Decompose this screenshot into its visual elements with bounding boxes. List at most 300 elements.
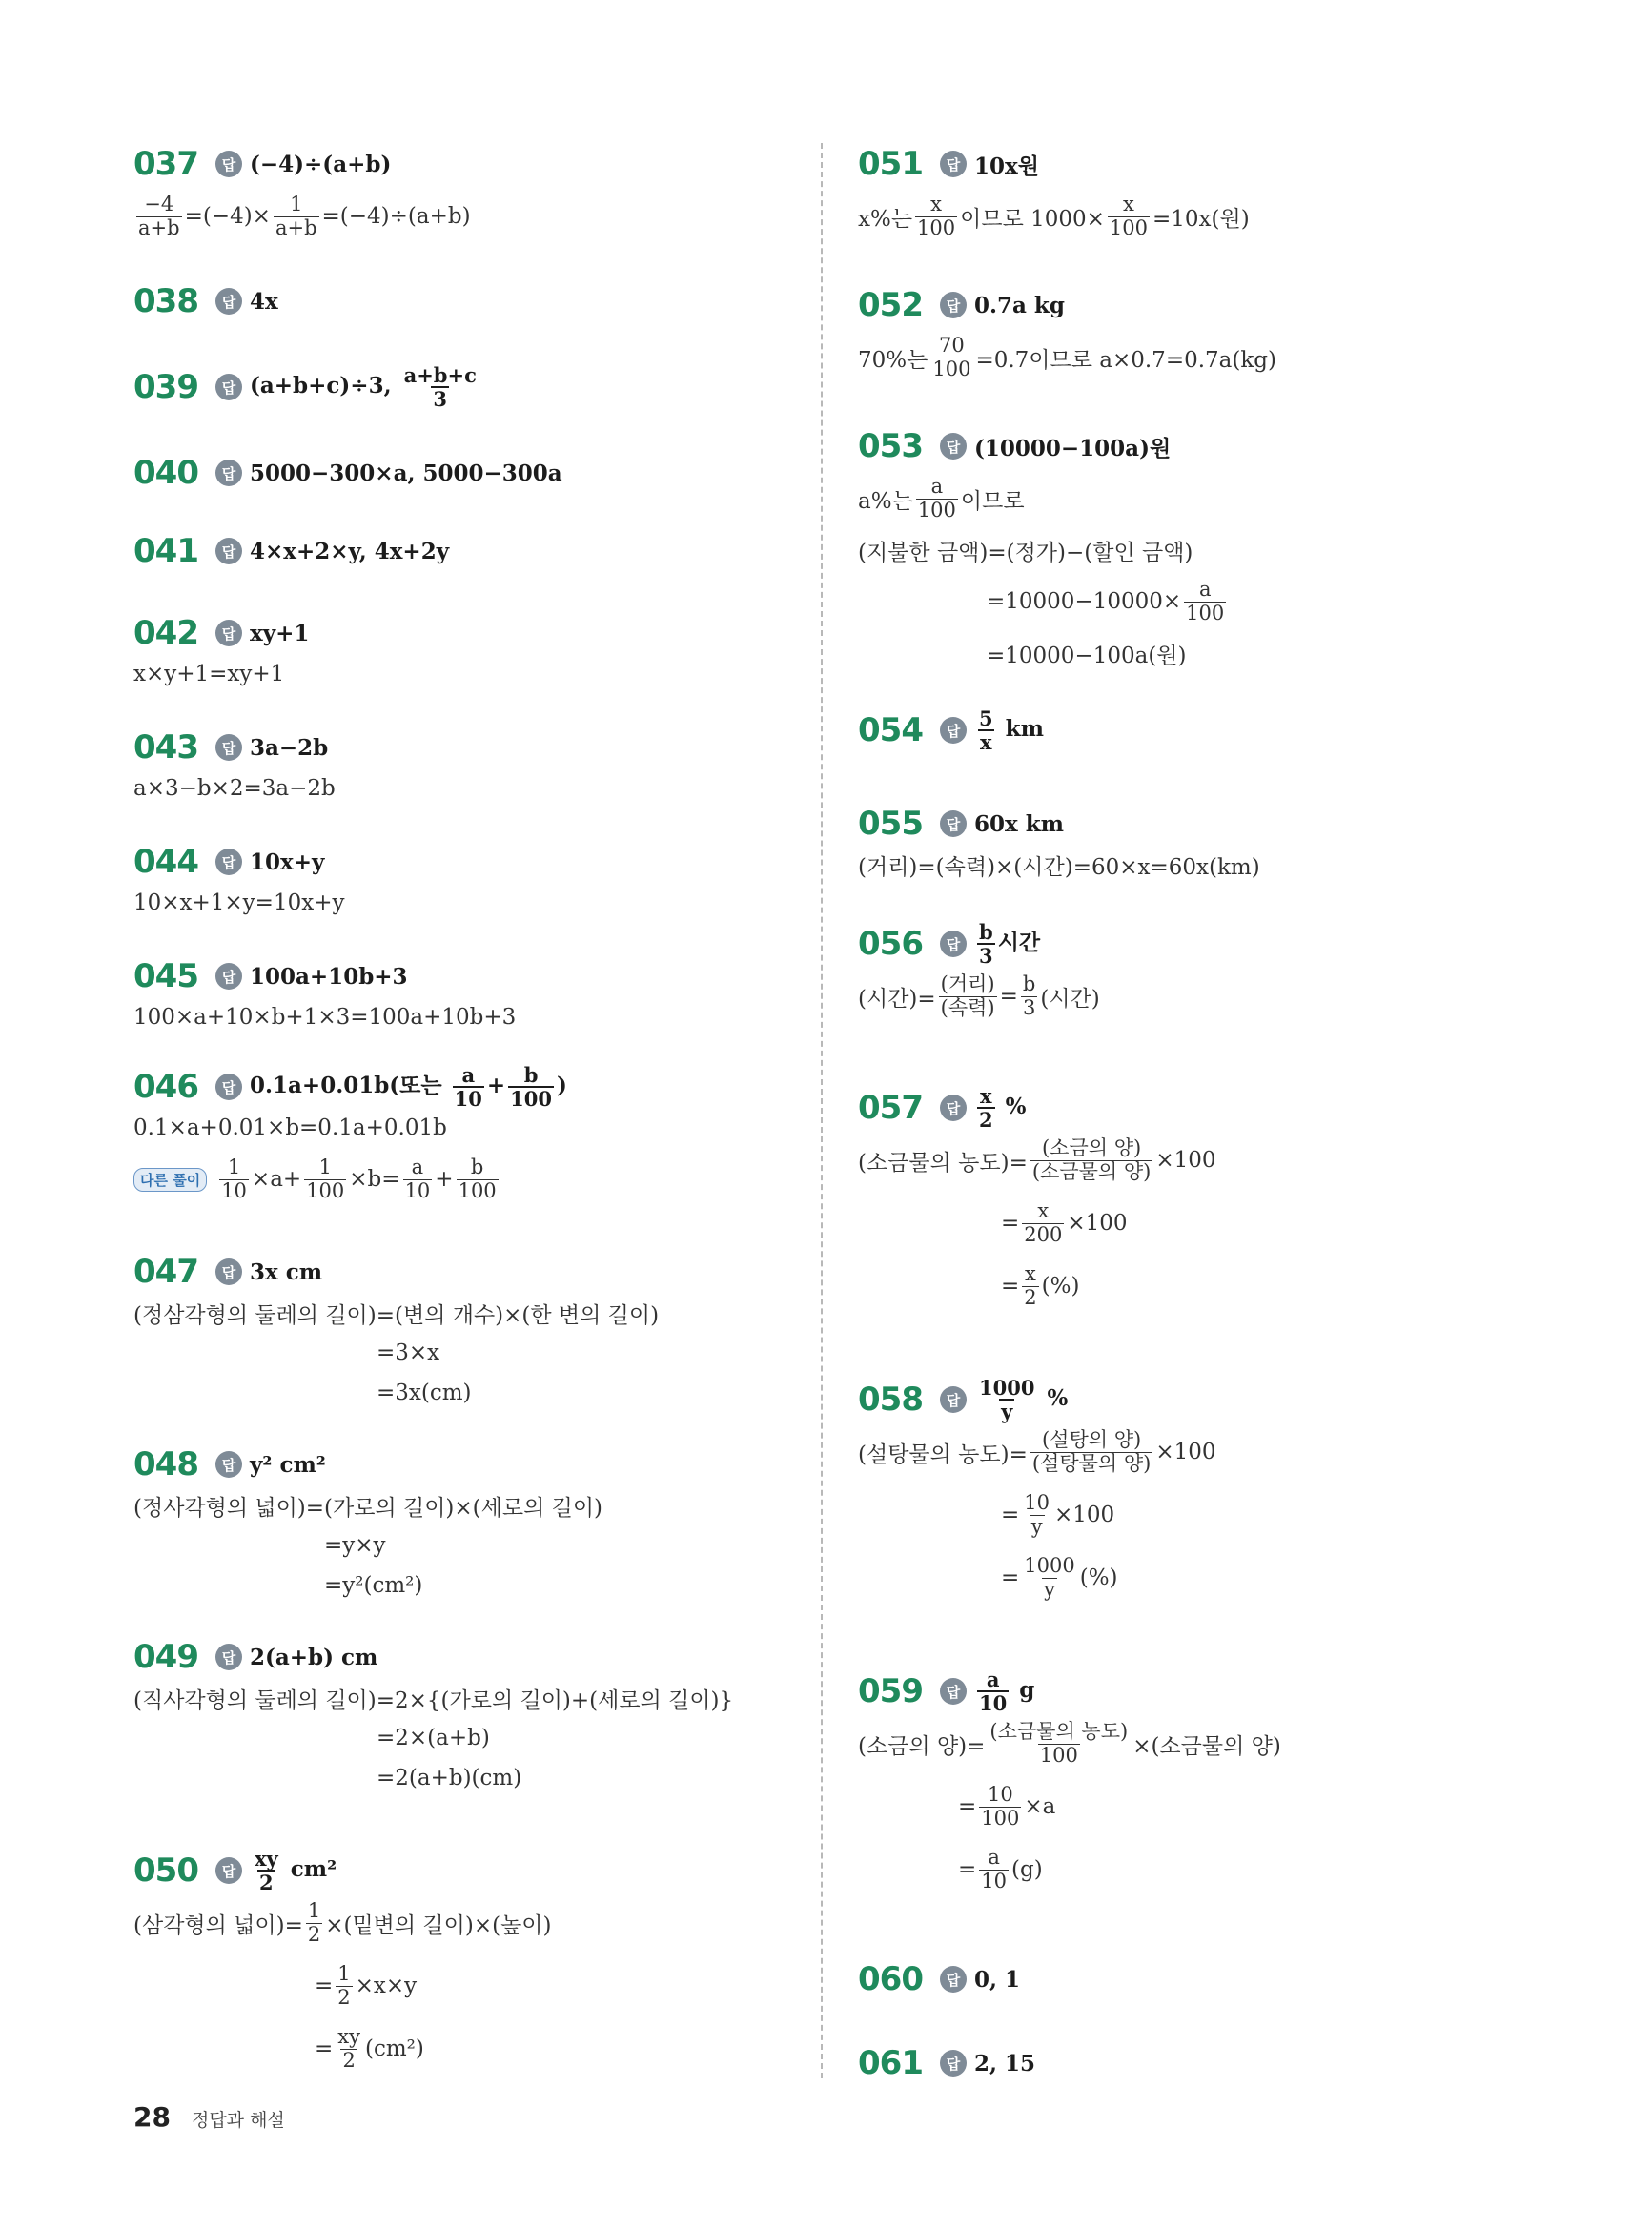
fraction <box>988 1721 1130 1766</box>
problem-042 <box>133 612 309 694</box>
math-text: + <box>486 1073 506 1098</box>
fraction-denominator: 3 <box>979 944 993 968</box>
fraction-numerator: a <box>461 1062 476 1087</box>
answer-badge-icon: 답 <box>940 292 967 318</box>
problem-header <box>858 1083 1216 1132</box>
fraction-numerator: x <box>1123 193 1134 216</box>
answer-text <box>974 1377 1068 1422</box>
problem-header <box>133 841 344 883</box>
math-text: % <box>1039 1385 1069 1411</box>
fraction <box>508 1064 554 1110</box>
problem-number: 043 <box>133 728 198 767</box>
answer-badge-icon: 답 <box>215 460 242 486</box>
problem-header <box>858 425 1229 467</box>
math-text: 100×a+10×b+1×3=100a+10b+3 <box>133 1005 517 1030</box>
fraction <box>453 1064 484 1110</box>
fraction-numerator: (소금의 양) <box>1041 1136 1142 1160</box>
answer-badge-icon: 답 <box>215 538 242 564</box>
fraction <box>1030 1137 1153 1182</box>
answer-badge-icon: 답 <box>215 620 242 646</box>
math-text: (정삼각형의 둘레의 길이)=(변의 개수)×(한 변의 길이) <box>133 1302 660 1328</box>
problem-header <box>133 530 449 572</box>
problem-header <box>858 919 1100 968</box>
problem-header <box>133 143 471 185</box>
answer-text <box>250 1848 337 1893</box>
fraction <box>1108 194 1150 238</box>
math-text: % <box>997 1094 1027 1119</box>
answer-badge-icon: 답 <box>940 1095 967 1121</box>
fraction-numerator: x <box>1025 1262 1036 1286</box>
fraction <box>304 1156 346 1201</box>
problem-header <box>133 1636 733 1678</box>
fraction-numerator: 1 <box>337 1962 351 1986</box>
problem-header <box>133 452 562 494</box>
fraction-numerator: a <box>930 475 944 499</box>
fraction <box>219 1156 249 1201</box>
solution-line <box>133 1892 552 1954</box>
math-text: (삼각형의 넓이)= <box>133 1913 303 1938</box>
fraction-numerator: a <box>1198 578 1212 602</box>
math-text: =0.7이므로 a×0.7=0.7a(kg) <box>975 347 1276 373</box>
solution-line <box>133 185 471 248</box>
math-text: 시간 <box>997 930 1041 955</box>
solution-line <box>133 1954 552 2017</box>
solution-line <box>858 530 1229 570</box>
answer-badge-icon: 답 <box>215 151 242 177</box>
math-text: (cm²) <box>365 2036 424 2061</box>
problem-header <box>133 1062 567 1111</box>
problem-number: 053 <box>858 427 923 465</box>
fraction-denominator: y <box>1044 1577 1055 1601</box>
fraction-denominator: 100 <box>306 1178 345 1202</box>
math-text: 10x+y <box>250 849 325 875</box>
solution-line <box>133 1373 659 1413</box>
problem-039 <box>133 362 481 411</box>
problem-number: 040 <box>133 454 198 492</box>
math-text: 5000−300×a, 5000−300a <box>250 460 562 486</box>
answer-text <box>250 152 391 177</box>
answer-badge-icon: 답 <box>940 810 967 837</box>
math-text: (%) <box>1041 1274 1080 1299</box>
math-text: ×(소금물의 양) <box>1132 1733 1281 1759</box>
math-text: cm² <box>282 1856 337 1882</box>
solution-line <box>133 1565 602 1606</box>
fraction-denominator: 3 <box>1022 995 1036 1019</box>
page-number: 28 <box>133 2101 171 2133</box>
answer-badge-icon: 답 <box>215 1451 242 1478</box>
problem-number: 058 <box>858 1381 923 1419</box>
fraction-numerator: 1000 <box>979 1375 1035 1400</box>
fraction-denominator: x <box>980 730 992 754</box>
answer-text <box>250 849 324 875</box>
math-text: x×y+1=xy+1 <box>133 662 285 686</box>
problem-number: 038 <box>133 282 198 320</box>
problem-number: 051 <box>858 145 923 183</box>
math-text: (지불한 금액)=(정가)−(할인 금액) <box>858 540 1193 565</box>
answer-text <box>250 289 278 315</box>
fraction <box>1030 1429 1153 1474</box>
problem-number: 056 <box>858 925 923 963</box>
problem-header <box>133 362 481 411</box>
answer-badge-icon: 답 <box>940 717 967 744</box>
solution-line <box>133 883 344 923</box>
math-text: =2(a+b)(cm) <box>377 1766 522 1790</box>
problem-051 <box>858 143 1250 248</box>
fraction <box>979 1847 1009 1892</box>
problem-number: 061 <box>858 2044 923 2082</box>
solution-line <box>133 1485 602 1525</box>
math-text: 70%는 <box>858 347 928 373</box>
fraction-denominator: 2 <box>337 1985 351 2009</box>
problem-043 <box>133 726 336 808</box>
math-text: ×a+ <box>251 1167 302 1192</box>
answer-text <box>250 964 408 990</box>
problem-058 <box>858 1375 1216 1609</box>
fraction <box>336 2026 362 2071</box>
fraction-denominator: 100 <box>917 215 956 239</box>
fraction-numerator: x <box>930 193 943 216</box>
solution-line <box>858 1255 1216 1318</box>
math-text: km <box>997 716 1044 742</box>
fraction-denominator: 10 <box>221 1178 247 1202</box>
math-text: ×a <box>1024 1794 1056 1819</box>
fraction <box>930 335 972 379</box>
math-text: 10x원 <box>974 153 1039 179</box>
fraction-denominator: 100 <box>1109 215 1149 239</box>
math-text: =3x(cm) <box>377 1381 472 1405</box>
fraction-denominator: (설탕물의 양) <box>1031 1451 1152 1475</box>
solution-line <box>858 965 1100 1028</box>
answer-text <box>974 811 1064 837</box>
fraction <box>336 1963 352 2008</box>
solution-line <box>858 1838 1281 1901</box>
fraction-numerator: a+b+c <box>403 362 477 387</box>
math-text: 100a+10b+3 <box>250 963 408 990</box>
column-divider <box>821 143 823 2078</box>
answer-badge-icon: 답 <box>215 849 242 875</box>
answer-text <box>250 1645 377 1670</box>
answer-text <box>974 1967 1020 1993</box>
solution-line <box>858 1192 1216 1255</box>
problem-header <box>133 1251 659 1293</box>
fraction-numerator: x <box>980 1083 992 1108</box>
answer-badge-icon: 답 <box>215 734 242 761</box>
math-text: = <box>315 2036 334 2061</box>
fraction-numerator: 5 <box>979 706 993 730</box>
fraction-denominator: 100 <box>458 1178 497 1202</box>
fraction <box>402 364 479 410</box>
problem-054 <box>858 706 1044 754</box>
fraction-denominator: 2 <box>342 2048 356 2072</box>
fraction-denominator: (소금물의 양) <box>1031 1159 1152 1183</box>
math-text: (시간)= <box>858 986 936 1012</box>
fraction <box>977 1377 1036 1422</box>
solution-line <box>858 1546 1216 1609</box>
fraction-numerator: b <box>979 919 993 944</box>
fraction <box>915 194 957 238</box>
answer-badge-icon: 답 <box>215 1644 242 1670</box>
page-footer <box>133 2101 285 2133</box>
fraction-numerator: 1 <box>307 1899 321 1923</box>
fraction-numerator: a <box>411 1156 424 1179</box>
fraction-denominator: 2 <box>1024 1285 1037 1309</box>
math-text: (직사각형의 둘레의 길이)=2×{(가로의 길이)+(세로의 길이)} <box>133 1688 734 1713</box>
fraction <box>274 194 319 238</box>
answer-text <box>250 1452 326 1478</box>
fraction <box>977 707 995 753</box>
fraction-denominator: 2 <box>979 1108 993 1132</box>
fraction-denominator: 10 <box>404 1178 431 1202</box>
math-text: a×3−b×2=3a−2b <box>133 776 336 801</box>
solution-line <box>133 1525 602 1565</box>
problem-048 <box>133 1443 602 1606</box>
problem-057 <box>858 1083 1216 1318</box>
problem-059 <box>858 1667 1281 1901</box>
fraction <box>1184 579 1226 624</box>
fraction <box>977 1668 1009 1714</box>
math-text: =10000−100a(원) <box>987 643 1187 668</box>
fraction-numerator: 1000 <box>1024 1554 1075 1578</box>
math-text: (10000−100a)원 <box>974 435 1172 461</box>
math-text: 60x km <box>974 810 1064 837</box>
fraction-denominator: 200 <box>1024 1222 1063 1246</box>
fraction <box>916 476 958 521</box>
fraction <box>1022 1200 1064 1245</box>
math-text: ×x×y <box>355 1974 418 1998</box>
problem-number: 039 <box>133 368 198 406</box>
math-text: (g) <box>1011 1857 1043 1882</box>
fraction-denominator: y <box>1001 1400 1013 1423</box>
math-text: 4x <box>250 288 278 315</box>
fraction-numerator: a <box>986 1667 1000 1691</box>
math-text: =y²(cm²) <box>324 1573 423 1598</box>
fraction-numerator: 1 <box>318 1156 332 1179</box>
math-text: 0.1×a+0.01×b=0.1a+0.01b <box>133 1115 447 1140</box>
math-text: g <box>1011 1677 1035 1703</box>
solution-line <box>858 1775 1281 1838</box>
answer-badge-icon: 답 <box>215 1074 242 1100</box>
problem-047 <box>133 1251 659 1413</box>
answer-badge-icon: 답 <box>940 151 967 177</box>
fraction-denominator: 100 <box>981 1806 1020 1830</box>
math-text: 0, 1 <box>974 1966 1021 1993</box>
math-text: (%) <box>1079 1565 1118 1590</box>
problem-052 <box>858 284 1276 389</box>
answer-text <box>250 1064 567 1110</box>
fraction-denominator: a+b <box>138 215 180 239</box>
solution-line <box>133 1718 733 1758</box>
answer-text <box>250 460 562 486</box>
math-text: 이므로 <box>960 488 1025 514</box>
fraction <box>403 1156 433 1201</box>
math-text: =2×(a+b) <box>377 1726 490 1750</box>
fraction-numerator: 1 <box>290 193 303 216</box>
problem-header <box>858 706 1044 754</box>
math-text: = <box>1001 1274 1020 1299</box>
answer-text <box>974 431 1171 462</box>
solution-line <box>133 1293 659 1333</box>
problem-040 <box>133 452 562 494</box>
math-text: 2, 15 <box>974 2050 1036 2077</box>
fraction <box>306 1900 322 1945</box>
math-text: =10000−10000× <box>987 589 1182 614</box>
problem-044 <box>133 841 344 923</box>
problem-number: 041 <box>133 532 198 570</box>
problem-header <box>133 612 309 654</box>
math-text: ×(밑변의 길이)×(높이) <box>325 1913 552 1938</box>
problem-038 <box>133 280 278 322</box>
fraction-numerator: a <box>988 1846 1000 1870</box>
math-text: = <box>999 984 1018 1009</box>
problem-060 <box>858 1958 1020 2000</box>
problem-number: 042 <box>133 614 198 652</box>
fraction-numerator: −4 <box>144 193 174 216</box>
problem-049 <box>133 1636 733 1798</box>
problem-header <box>133 280 278 322</box>
math-text: 10×x+1×y=10x+y <box>133 890 345 915</box>
problem-number: 046 <box>133 1068 198 1106</box>
fraction-denominator: 10 <box>454 1087 482 1111</box>
math-text: ×100 <box>1054 1503 1115 1527</box>
problem-number: 045 <box>133 957 198 995</box>
problem-056 <box>858 919 1100 1028</box>
fraction-numerator: xy <box>337 2025 360 2049</box>
math-text: y² cm² <box>250 1451 326 1478</box>
problem-number: 057 <box>858 1089 923 1127</box>
solution-line <box>133 997 516 1037</box>
solution-line <box>858 1129 1216 1192</box>
fraction-numerator: 70 <box>939 334 965 358</box>
fraction-numerator: (거리) <box>940 972 995 996</box>
math-text: =3×x <box>377 1340 440 1365</box>
math-text: 3a−2b <box>250 734 329 761</box>
problem-number: 060 <box>858 1960 923 1998</box>
math-text: = <box>315 1974 334 1998</box>
fraction-denominator: a+b <box>275 215 317 239</box>
answer-text <box>974 293 1065 318</box>
problem-number: 052 <box>858 286 923 324</box>
math-text: 0.1a+0.01b(또는 <box>250 1073 450 1098</box>
solution-line <box>133 1333 659 1373</box>
fraction <box>1021 973 1037 1018</box>
fraction-denominator: y <box>1030 1514 1043 1538</box>
answer-badge-icon: 답 <box>940 1386 967 1413</box>
fraction-numerator: xy <box>255 1846 278 1871</box>
problem-number: 049 <box>133 1638 198 1676</box>
fraction-denominator: 100 <box>510 1087 552 1111</box>
math-text: (시간) <box>1040 986 1100 1012</box>
math-text: xy+1 <box>250 620 310 646</box>
fraction-numerator: b <box>470 1156 484 1179</box>
answer-text <box>974 149 1039 180</box>
problem-061 <box>858 2042 1035 2084</box>
math-text: ×b= <box>349 1167 400 1192</box>
solution-line <box>858 633 1229 673</box>
math-text: (a+b+c)÷3, <box>250 373 399 399</box>
problem-number: 055 <box>858 805 923 843</box>
problem-header <box>133 1443 602 1485</box>
math-text: 0.7a kg <box>974 292 1065 318</box>
footer-label: 정답과 해설 <box>191 2110 285 2131</box>
answer-text <box>250 621 309 646</box>
fraction-denominator: 100 <box>917 498 956 522</box>
problem-045 <box>133 955 516 1037</box>
answer-text <box>250 735 328 761</box>
solution-line <box>858 467 1229 530</box>
fraction-numerator: b <box>523 1062 539 1087</box>
answer-text <box>974 921 1040 967</box>
problem-header <box>858 1958 1020 2000</box>
solution-line <box>133 1108 567 1148</box>
solution-line <box>858 185 1250 248</box>
math-text: = <box>1001 1565 1020 1590</box>
problem-number: 044 <box>133 843 198 881</box>
fraction-numerator: 1 <box>227 1156 241 1179</box>
problem-number: 037 <box>133 145 198 183</box>
problem-046 <box>133 1062 567 1211</box>
math-text: ×100 <box>1155 1440 1216 1464</box>
math-text: (설탕물의 농도)= <box>858 1442 1028 1467</box>
math-text: =y×y <box>324 1533 386 1558</box>
math-text: = <box>958 1794 977 1819</box>
solution-line <box>858 1712 1281 1775</box>
fraction-denominator: 100 <box>932 357 971 380</box>
math-text: = <box>958 1857 977 1882</box>
math-text: 3x cm <box>250 1258 323 1285</box>
fraction-numerator: (소금물의 농도) <box>989 1720 1129 1744</box>
solution-line <box>133 654 309 694</box>
math-text: = <box>1001 1211 1020 1236</box>
problem-number: 048 <box>133 1445 198 1483</box>
problem-header <box>133 726 336 768</box>
math-text: =(−4)÷(a+b) <box>321 204 471 229</box>
problem-header <box>858 1375 1216 1423</box>
math-text: 이므로 1000× <box>960 206 1105 232</box>
fraction-denominator: 2 <box>307 1922 321 1946</box>
solution-line <box>858 326 1276 389</box>
fraction <box>979 1784 1021 1829</box>
solution-line <box>858 1421 1216 1483</box>
math-text: x%는 <box>858 206 913 232</box>
solution-line <box>858 845 1260 885</box>
solution-line <box>133 1678 733 1718</box>
problem-header <box>858 803 1260 845</box>
answer-text <box>250 364 481 410</box>
math-text: ×100 <box>1067 1211 1128 1236</box>
answer-badge-icon: 답 <box>215 288 242 315</box>
math-text: a%는 <box>858 488 913 514</box>
math-text: =(−4)× <box>184 204 271 229</box>
answer-text <box>974 707 1044 753</box>
fraction <box>977 1085 995 1131</box>
solution-line <box>133 2017 552 2080</box>
problem-header <box>858 1667 1281 1715</box>
math-text: (거리)=(속력)×(시간)=60×x=60x(km) <box>858 854 1260 880</box>
math-text: + <box>435 1167 454 1192</box>
math-text: ) <box>556 1073 567 1098</box>
fraction <box>253 1848 280 1893</box>
math-text: = <box>1001 1503 1020 1527</box>
problem-050 <box>133 1846 552 2080</box>
answer-badge-icon: 답 <box>940 931 967 957</box>
answer-badge-icon: 답 <box>215 963 242 990</box>
problem-041 <box>133 530 449 572</box>
fraction-denominator: 100 <box>1039 1743 1078 1767</box>
fraction <box>1022 1555 1076 1600</box>
problem-number: 047 <box>133 1253 198 1291</box>
problem-header <box>858 284 1276 326</box>
answer-text <box>250 539 449 564</box>
